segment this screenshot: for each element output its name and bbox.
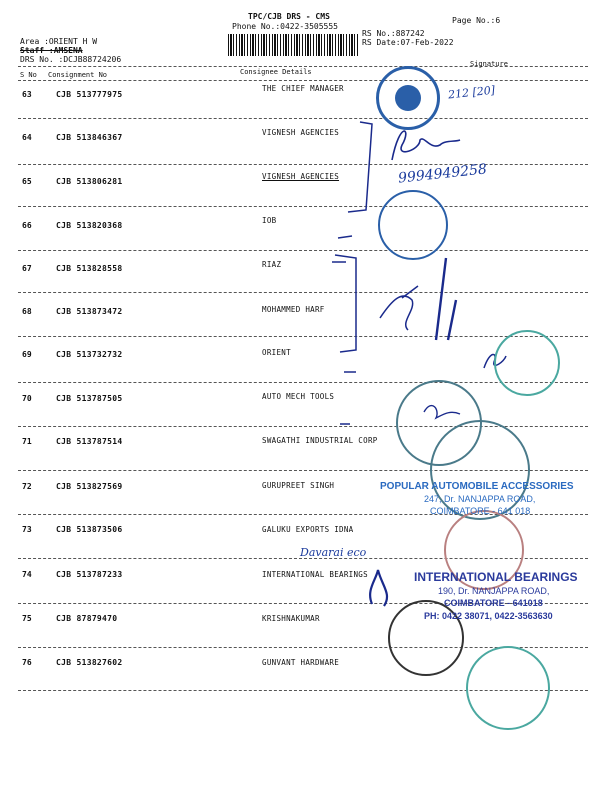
stamp-logo-icon <box>395 85 421 111</box>
company-stamp-text: COIMBATORE - 641 018 <box>430 506 531 516</box>
row-consignee: THE CHIEF MANAGER <box>262 84 344 93</box>
row-sno: 63 <box>22 90 32 99</box>
row-sno: 70 <box>22 394 32 403</box>
row-sno: 66 <box>22 221 32 230</box>
document-title: TPC/CJB DRS - CMS <box>248 12 330 21</box>
row-consignee: GUNVANT HARDWARE <box>262 658 340 667</box>
row-sno: 68 <box>22 307 32 316</box>
rs-date: RS Date:07-Feb-2022 <box>362 38 454 47</box>
row-consignment: CJB 513827569 <box>56 482 123 491</box>
handwritten-note: 212 [20] <box>447 83 496 102</box>
phone-number: Phone No.:0422-3505555 <box>232 22 338 31</box>
company-stamp-text: 247, Dr. NANJAPPA ROAD, <box>424 494 536 504</box>
row-consignee: INTERNATIONAL BEARINGS <box>262 570 368 579</box>
tick-mark <box>332 236 356 424</box>
rs-number: RS No.:887242 <box>362 29 425 38</box>
round-stamp <box>494 330 560 396</box>
company-stamp-text: COIMBATORE - 641018 <box>444 598 543 608</box>
row-consignee: MOHAMMED HARF <box>262 305 325 314</box>
row-sno: 65 <box>22 177 32 186</box>
row-sno: 71 <box>22 437 32 446</box>
drs-number: DRS No. :DCJB88724206 <box>20 55 122 64</box>
round-stamp <box>466 646 550 730</box>
bank-stamp <box>378 190 448 260</box>
row-sno: 67 <box>22 264 32 273</box>
company-stamp-text: INTERNATIONAL BEARINGS <box>414 570 578 584</box>
row-consignee: VIGNESH AGENCIES <box>262 128 340 137</box>
bracket-mark <box>348 122 372 212</box>
row-sno: 76 <box>22 658 32 667</box>
row-consignee: IOB <box>262 216 277 225</box>
row-consignment: CJB 513846367 <box>56 133 123 142</box>
company-stamp <box>376 66 440 130</box>
row-sno: 64 <box>22 133 32 142</box>
row-sno: 73 <box>22 525 32 534</box>
row-sno: 69 <box>22 350 32 359</box>
row-consignment: CJB 513787233 <box>56 570 123 579</box>
company-stamp-text: PH: 0422 38071, 0422-3563630 <box>424 611 553 621</box>
staff-label: Staff :AMSENA <box>20 46 83 55</box>
signature-header: Signature <box>470 60 508 68</box>
row-consignee: GALUKU EXPORTS IDNA <box>262 525 354 534</box>
row-consignee: AUTO MECH TOOLS <box>262 392 335 401</box>
row-consignment: CJB 513787514 <box>56 437 123 446</box>
handwritten-phone: 9994949258 <box>397 161 488 187</box>
col-sno-header: S No <box>20 71 37 79</box>
signature-mark <box>380 286 418 330</box>
page-number: Page No.:6 <box>452 16 501 25</box>
company-stamp-text: POPULAR AUTOMOBILE ACCESSORIES <box>380 481 574 492</box>
row-consignment: CJB 513827602 <box>56 658 123 667</box>
row-consignee: KRISHNAKUMAR <box>262 614 320 623</box>
signature-mark <box>370 570 387 606</box>
signature-mark <box>392 131 460 160</box>
row-consignment: CJB 513820368 <box>56 221 123 230</box>
row-consignment: CJB 513806281 <box>56 177 123 186</box>
row-consignee: ORIENT <box>262 348 291 357</box>
col-consignment-header: Consignment No <box>48 71 108 79</box>
row-consignment: CJB 513787505 <box>56 394 123 403</box>
bracket-mark <box>335 255 356 352</box>
row-consignment: CJB 513873472 <box>56 307 123 316</box>
handwritten-note: Davarai eco <box>300 546 367 559</box>
row-consignment: CJB 87879470 <box>56 614 118 623</box>
row-consignee: VIGNESH AGENCIES <box>262 172 340 181</box>
row-sno: 72 <box>22 482 32 491</box>
signature-mark <box>436 258 456 340</box>
row-consignee: GURUPREET SINGH <box>262 481 335 490</box>
row-consignee: RIAZ <box>262 260 282 269</box>
trading-stamp <box>430 420 530 520</box>
row-consignment: CJB 513873506 <box>56 525 123 534</box>
area-label: Area :ORIENT H W <box>20 37 98 46</box>
col-consignee-header: Consignee Details <box>240 68 312 76</box>
row-consignment: CJB 513828558 <box>56 264 123 273</box>
company-stamp-text: 190, Dr. NANJAPPA ROAD, <box>438 586 550 596</box>
row-consignment: CJB 513732732 <box>56 350 123 359</box>
row-sno: 74 <box>22 570 32 579</box>
row-consignee: SWAGATHI INDUSTRIAL CORP <box>262 436 378 445</box>
row-consignment: CJB 513777975 <box>56 90 123 99</box>
row-sno: 75 <box>22 614 32 623</box>
